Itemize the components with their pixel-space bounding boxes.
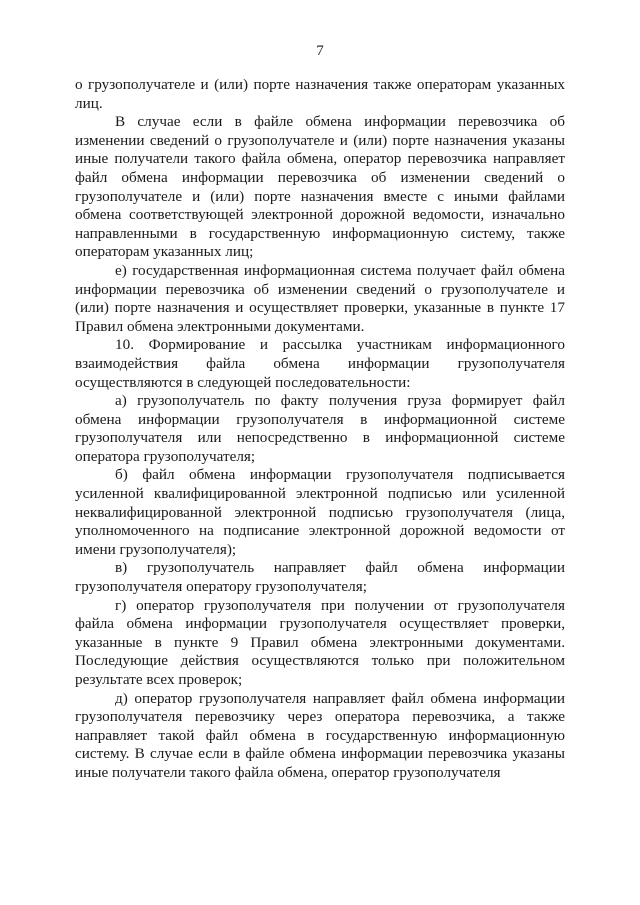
paragraph-item-d: д) оператор грузополучателя направляет файл обмена информации грузополучателя перевозчику через оператора перевозчика, а также направляет такой файл обмена в государственную информационную систему. В случае если в файле обмена информации перевозчика указаны иные получатели такого файла обмена, оператор грузополучателя (75, 689, 565, 781)
paragraph-item-e: е) государственная информационная система получает файл обмена информации перевозчика об изменении сведений о грузополучателе и (или) порте назначения и осуществляет проверки, указанные в пункте 17 Правил обмена электронными документами. (75, 261, 565, 335)
document-body (75, 76, 565, 783)
page-number: 7 (316, 43, 324, 59)
paragraph-continuation: о грузополучателе и (или) порте назначения также операторам указанных лиц. (75, 76, 565, 112)
paragraph-item-v: в) грузополучатель направляет файл обмена информации грузополучателя оператору грузополучателя; (75, 559, 565, 596)
paragraph-item-g: г) оператор грузополучателя при получении от грузополучателя файла обмена информации грузополучателя осуществляет проверки, указанные в пункте 9 Правил обмена электронными документами. Последующие действия осуществляются только при положительном результате всех проверок; (75, 596, 565, 688)
paragraph-item-b: б) файл обмена информации грузополучателя подписывается усиленной квалифицированной электронной подписью или усиленной неквалифицированной электронной подписью грузополучателя (лица, уполномоченного на подписание электронной дорожной ведомости от имени грузополучателя); (75, 466, 565, 558)
paragraph-other-recipients: В случае если в файле обмена информации перевозчика об изменении сведений о грузополучателе и (или) порте назначения указаны иные получатели такого файла обмена, оператор перевозчика направляет файл обмена информации перевозчика об изменении сведений о грузополучателе и (или) порте назначения вместе с иными файлами обмена соответствующей электронной дорожной ведомости, изначально направленными в государственную информационную систему, также операторам указанных лиц; (75, 113, 565, 261)
paragraph-clause-10: 10. Формирование и рассылка участникам информационного взаимодействия файла обмена информации грузополучателя осуществляются в следующей последовательности: (75, 336, 565, 391)
paragraph-item-a: а) грузополучатель по факту получения груза формирует файл обмена информации грузополучателя в информационной системе грузополучателя или непосредственно в информационной системе оператора грузополучателя; (75, 392, 565, 465)
